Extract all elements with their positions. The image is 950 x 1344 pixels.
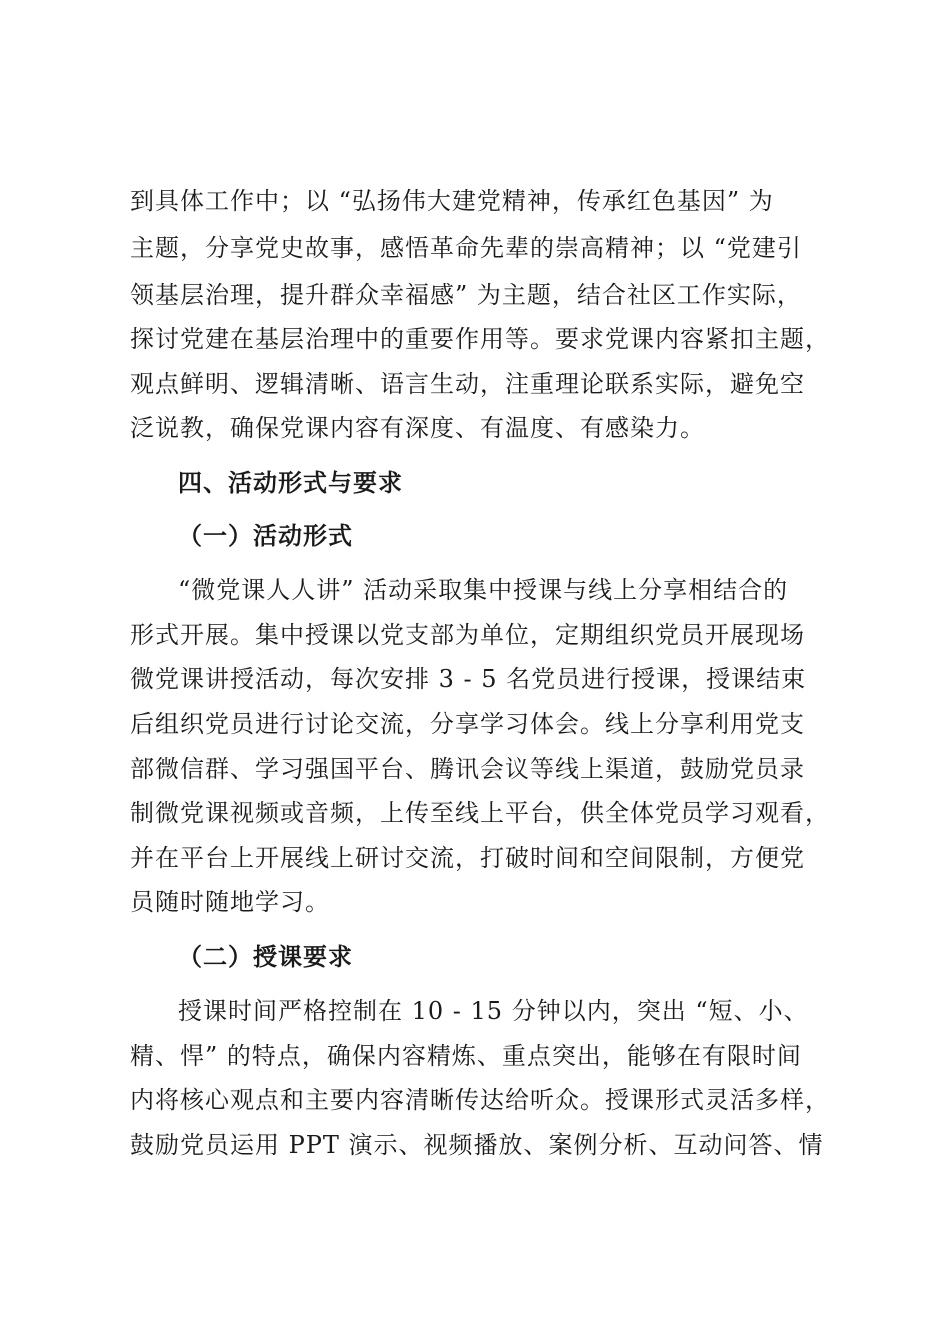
paragraph-line: 到具体工作中；以 “弘扬伟大建党精神，传承红色基因” 为: [130, 187, 774, 215]
paragraph-line: 精、悍” 的特点，确保内容精炼、重点突出，能够在有限时间: [130, 1042, 802, 1070]
paragraph-line: 泛说教，确保党课内容有深度、有温度、有感染力。: [130, 414, 705, 442]
paragraph-line: 微党课讲授活动，每次安排 3 - 5 名党员进行授课，授课结束: [130, 665, 807, 693]
paragraph-line: 并在平台上开展线上研讨交流，打破时间和空间限制，方便党: [130, 844, 805, 872]
section-heading: 四、活动形式与要求: [178, 469, 403, 497]
paragraph-line: 员随时随地学习。: [130, 888, 330, 916]
paragraph-line: 鼓励党员运用 PPT 演示、视频播放、案例分析、互动问答、情: [130, 1131, 824, 1159]
paragraph-line: 领基层治理，提升群众幸福感” 为主题，结合社区工作实际，: [130, 281, 802, 309]
paragraph-line: 后组织党员进行讨论交流，分享学习体会。线上分享利用党支: [130, 710, 805, 738]
paragraph-line: 授课时间严格控制在 10 - 15 分钟以内，突出 “短、小、: [178, 997, 809, 1025]
paragraph-line: 观点鲜明、逻辑清晰、语言生动，注重理论联系实际，避免空: [130, 370, 805, 398]
paragraph-line: 主题，分享党史故事，感悟革命先辈的崇高精神；以 “党建引: [130, 234, 802, 262]
paragraph-line: 探讨党建在基层治理中的重要作用等。要求党课内容紧扣主题，: [130, 325, 830, 353]
paragraph-line: 部微信群、学习强国平台、腾讯会议等线上渠道，鼓励党员录: [130, 755, 805, 783]
paragraph-line: 制微党课视频或音频，上传至线上平台，供全体党员学习观看，: [130, 799, 830, 827]
paragraph-line: 内将核心观点和主要内容清晰传达给听众。授课形式灵活多样，: [130, 1086, 830, 1114]
paragraph-line: 形式开展。集中授课以党支部为单位，定期组织党员开展现场: [130, 621, 805, 649]
subsection-heading: （二）授课要求: [178, 943, 353, 971]
paragraph-line: “微党课人人讲” 活动采取集中授课与线上分享相结合的: [178, 576, 789, 604]
subsection-heading: （一）活动形式: [178, 522, 353, 550]
